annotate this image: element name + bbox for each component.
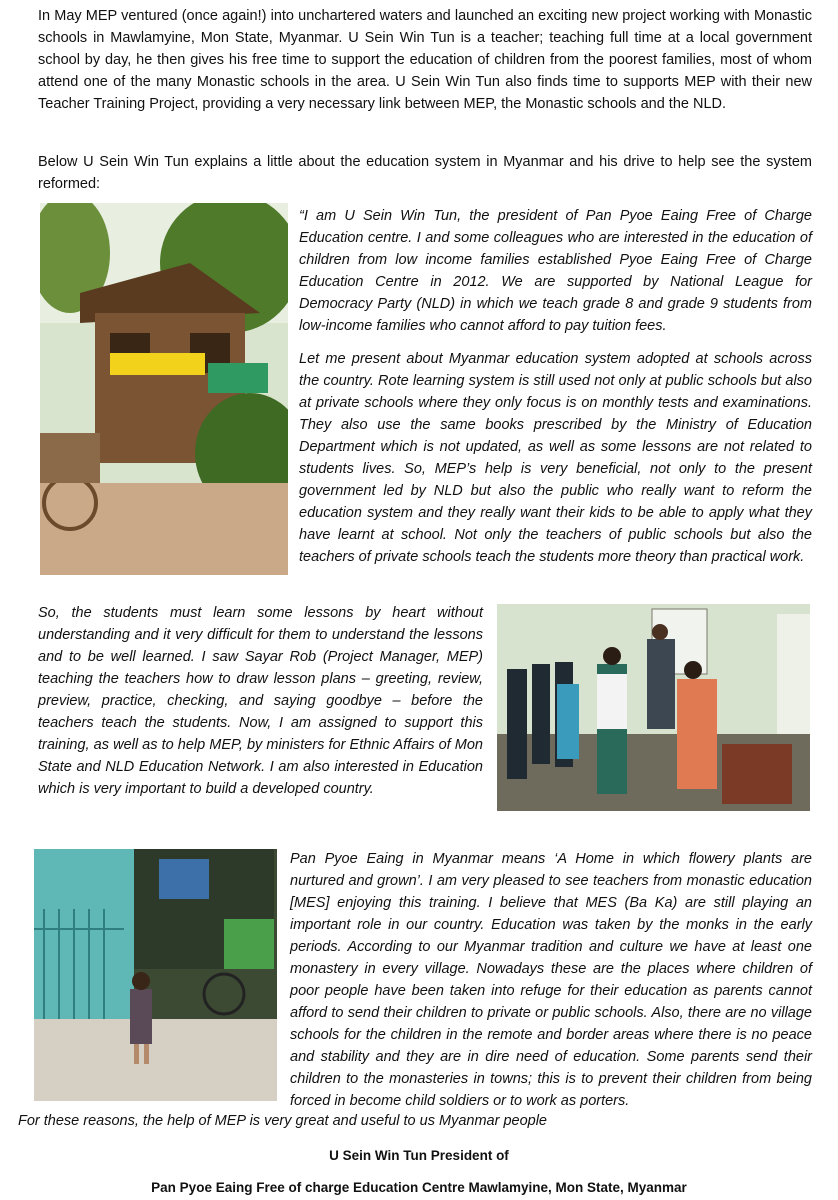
intro-paragraph-2: Below U Sein Win Tun explains a little about the education system in Myanmar and his drive to help see the system reformed: (38, 154, 812, 192)
quote-paragraph-2: Let me present about Myanmar education system adopted at schools across the country. Rote learning system is still used not only at public schools but also at private schools where they only focus is on monthly tests and examinations. They also use the same books prescribed by the Ministry of Education Department which is not updated, as well as some lessons are not related to students lives. So, MEP’s help is very beneficial, not only to the present government led by NLD but also the public who really want to reform the education system and they really want their kids to be able to apply what they have learnt at school. Not only the teachers of public schools but also the teachers of private schools teach the students more theory than practical work. (299, 351, 812, 565)
quote-paragraph-3: So, the students must learn some lessons by heart without understanding and it very difficult for them to understand the lessons and to be well learned. I saw Sayar Rob (Project Manager, MEP) teaching the teachers how to draw lesson plans – greeting, review, preview, practice, checking, and saying goodbye – before the teachers teach the students. Now, I am assigned to support this training, as well as to help MEP, by ministers for Ethnic Affairs of Mon State and NLD Education Network. I am also interested in Education which is very important to build a developed country. (38, 605, 483, 797)
quote-closing-line: For these reasons, the help of MEP is very great and useful to us Myanmar people (18, 1113, 547, 1129)
child-at-monastery-gate-photo (34, 849, 277, 1101)
quote-paragraph-1: “I am U Sein Win Tun, the president of Pan Pyoe Eaing Free of Charge Education centre. I and some colleagues who are interested in the education of children from low income families established Pyoe Eaing Free of Charge Education Centre in 2012. We are supported by National League for Democracy Party (NLD) in which we teach grade 8 and grade 9 students from low-income families who cannot afford to pay tuition fees. (299, 208, 812, 334)
signature-line-2: Pan Pyoe Eaing Free of charge Education Centre Mawlamyine, Mon State, Myanmar (151, 1180, 687, 1195)
signature-line-1: U Sein Win Tun President of (329, 1148, 509, 1163)
school-house-photo (40, 203, 288, 575)
teacher-training-classroom-photo (497, 604, 810, 811)
intro-paragraph-1: In May MEP ventured (once again!) into unchartered waters and launched an exciting new project working with Monastic schools in Mawlamyine, Mon State, Myanmar. U Sein Win Tun is a teacher; teaching full time at a local government school by day, he then gives his free time to support the education of children from the poorest families, most of whom attend one of the many Monastic schools in the area. U Sein Win Tun also finds time to supports MEP with their new Teacher Training Project, providing a very necessary link between MEP, the Monastic schools and the NLD. (38, 8, 812, 112)
quote-paragraph-4: Pan Pyoe Eaing in Myanmar means ‘A Home in which flowery plants are nurtured and grown’. I am very pleased to see teachers from monastic education [MES] enjoying this training. I believe that MES (Ba Ka) are still playing an important role in our country. Education was taken by the monks in the early periods. According to our Myanmar tradition and culture we have at least one monastery in every village. Nowadays these are the places where children of poor people have been taken into refuge for their education as parents cannot afford to send their children to private or public schools. Also, there are no village schools for the children in the remote and border areas where there is no peace and stability and they are in dire need of education. Some parents send their children to the monasteries in towns; this is to prevent their children from being forced in become child soldiers or to work as porters. (290, 851, 812, 1109)
